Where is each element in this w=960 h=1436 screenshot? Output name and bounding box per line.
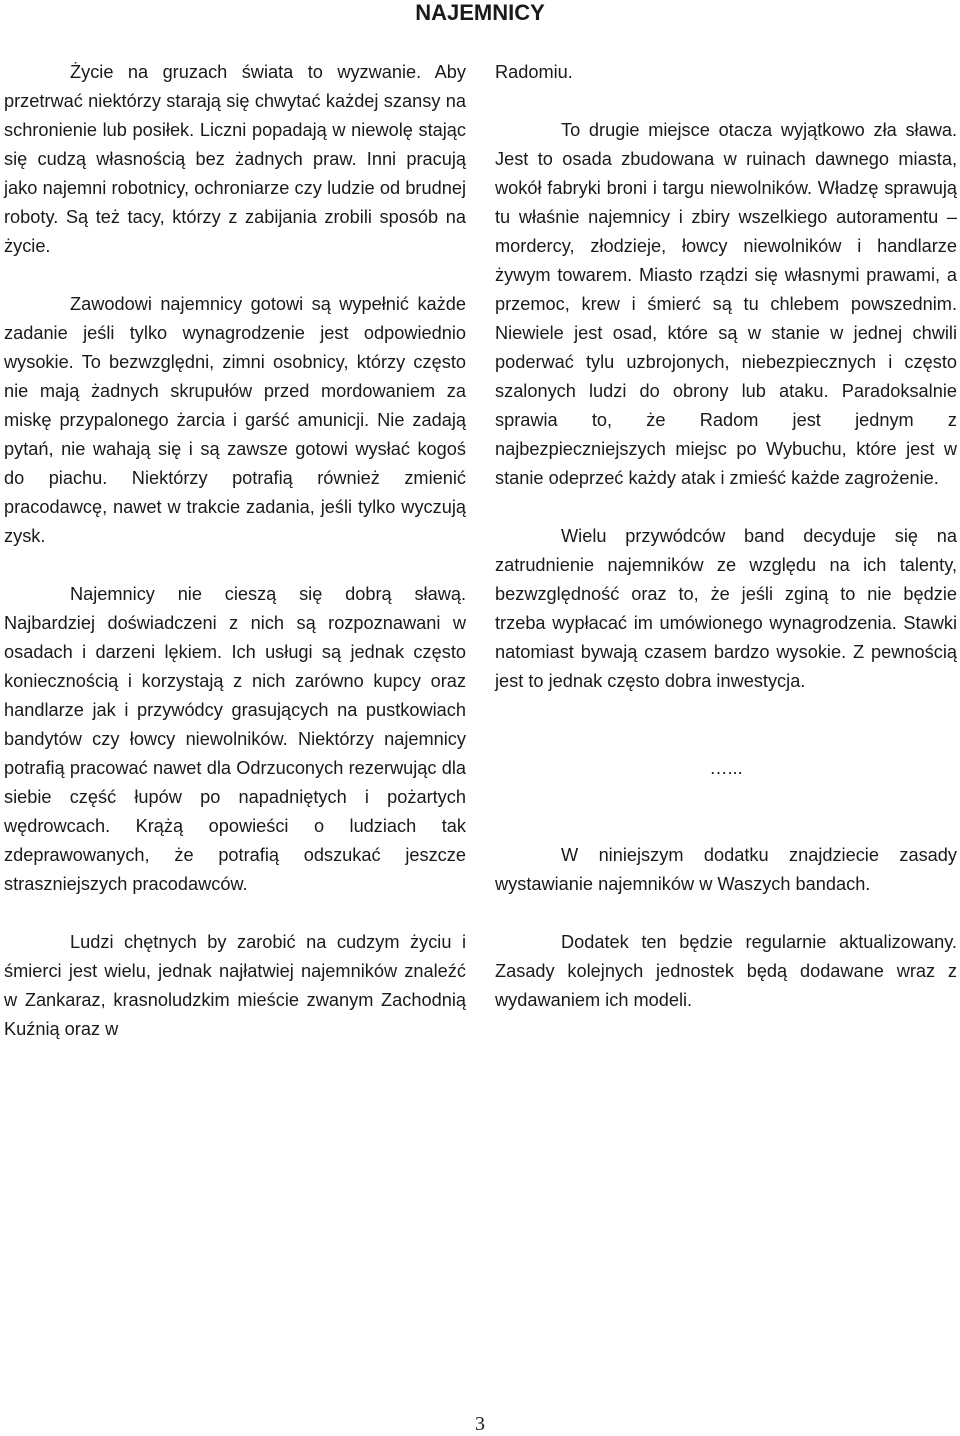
right-column [495, 58, 957, 1015]
paragraph-updates: Dodatek ten będzie regularnie aktualizowany. Zasady kolejnych jednostek będą dodawane wraz z wydawaniem ich modeli. [495, 932, 957, 1010]
paragraph-intro: Życie na gruzach świata to wyzwanie. Aby przetrwać niektórzy starają się chwytać każdej szansy na schronienie lub posiłek. Liczni popadają w niewolę stając się cudzą własnością bez żadnych praw. Inni pracują jako najemni robotnicy, ochroniarze czy ludzie od brudnej roboty. Są też tacy, którzy z zabijania zrobili sposób na życie. [4, 62, 466, 256]
page-number: 3 [475, 1413, 485, 1435]
paragraph-professional-mercenaries: Zawodowi najemnicy gotowi są wypełnić każde zadanie jeśli tylko wynagrodzenie jest odpowiednio wysokie. To bezwzględni, zimni osobnicy, którzy często nie mają żadnych skrupułów przed mordowaniem za miskę przypalonego żarcia i garść amunicji. Nie zadają pytań, nie wahają się i są zawsze gotowi wysłać kogoś do piachu. Niektórzy potrafią również zmienić pracodawcę, nawet w trakcie zadania, jeśli tylko wyczują zysk. [4, 294, 466, 546]
section-separator: …... [709, 758, 743, 778]
left-column [4, 58, 466, 1044]
paragraph-continuation: Radomiu. [495, 62, 573, 82]
paragraph-reputation: Najemnicy nie cieszą się dobrą sławą. Najbardziej doświadczeni z nich są rozpoznawani w osadach i darzeni lękiem. Ich usługi są jednak często koniecznością i korzystają z nich zarówno kupcy oraz handlarze jak i przywódcy grasujących na pustkowiach bandytów czy łowcy niewolników. Niektórzy najemnicy potrafią pracować nawet dla Odrzuconych rezerwując dla siebie część łupów po napadniętych i pożartych wędrowcach. Krążą opowieści o ludziach tak zdeprawowanych, że potrafią odszukać jeszcze straszniejszych pracodawców. [4, 584, 466, 894]
paragraph-band-leaders: Wielu przywódców band decyduje się na zatrudnienie najemników ze względu na ich talenty, bezwzględność oraz to, że jeśli zginą to nie będzie trzeba wypłacać im umówionego wynagrodzenia. Stawki natomiast bywają czasem bardzo wysokie. Z pewnością jest to jednak często dobra inwestycja. [495, 526, 957, 691]
paragraph-where-to-find: Ludzi chętnych by zarobić na cudzym życiu i śmierci jest wielu, jednak najłatwiej najemników znaleźć w Zankaraz, krasnoludzkim mieście zwanym Zachodnią Kuźnią oraz w [4, 932, 466, 1039]
page-title: NAJEMNICY [415, 0, 545, 25]
paragraph-supplement-rules: W niniejszym dodatku znajdziecie zasady wystawianie najemników w Waszych bandach. [495, 845, 957, 894]
paragraph-radom: To drugie miejsce otacza wyjątkowo zła sława. Jest to osada zbudowana w ruinach dawnego miasta, wokół fabryki broni i targu niewolników. Władzę sprawują tu właśnie najemnicy i zbiry wszelkiego autoramentu – mordercy, złodzieje, łowcy niewolników i handlarze żywym towarem. Miasto rządzi się własnymi prawami, a przemoc, krew i śmierć są tu chlebem powszednim. Niewiele jest osad, które są w stanie w jednej chwili poderwać tylu uzbrojonych, niebezpiecznych i często szalonych ludzi do obrony lub ataku. Paradoksalnie sprawia to, że Radom jest jednym z najbezpieczniejszych miejsc po Wybuchu, które jest w stanie odeprzeć każdy atak i zmieść każde zagrożenie. [495, 120, 957, 488]
